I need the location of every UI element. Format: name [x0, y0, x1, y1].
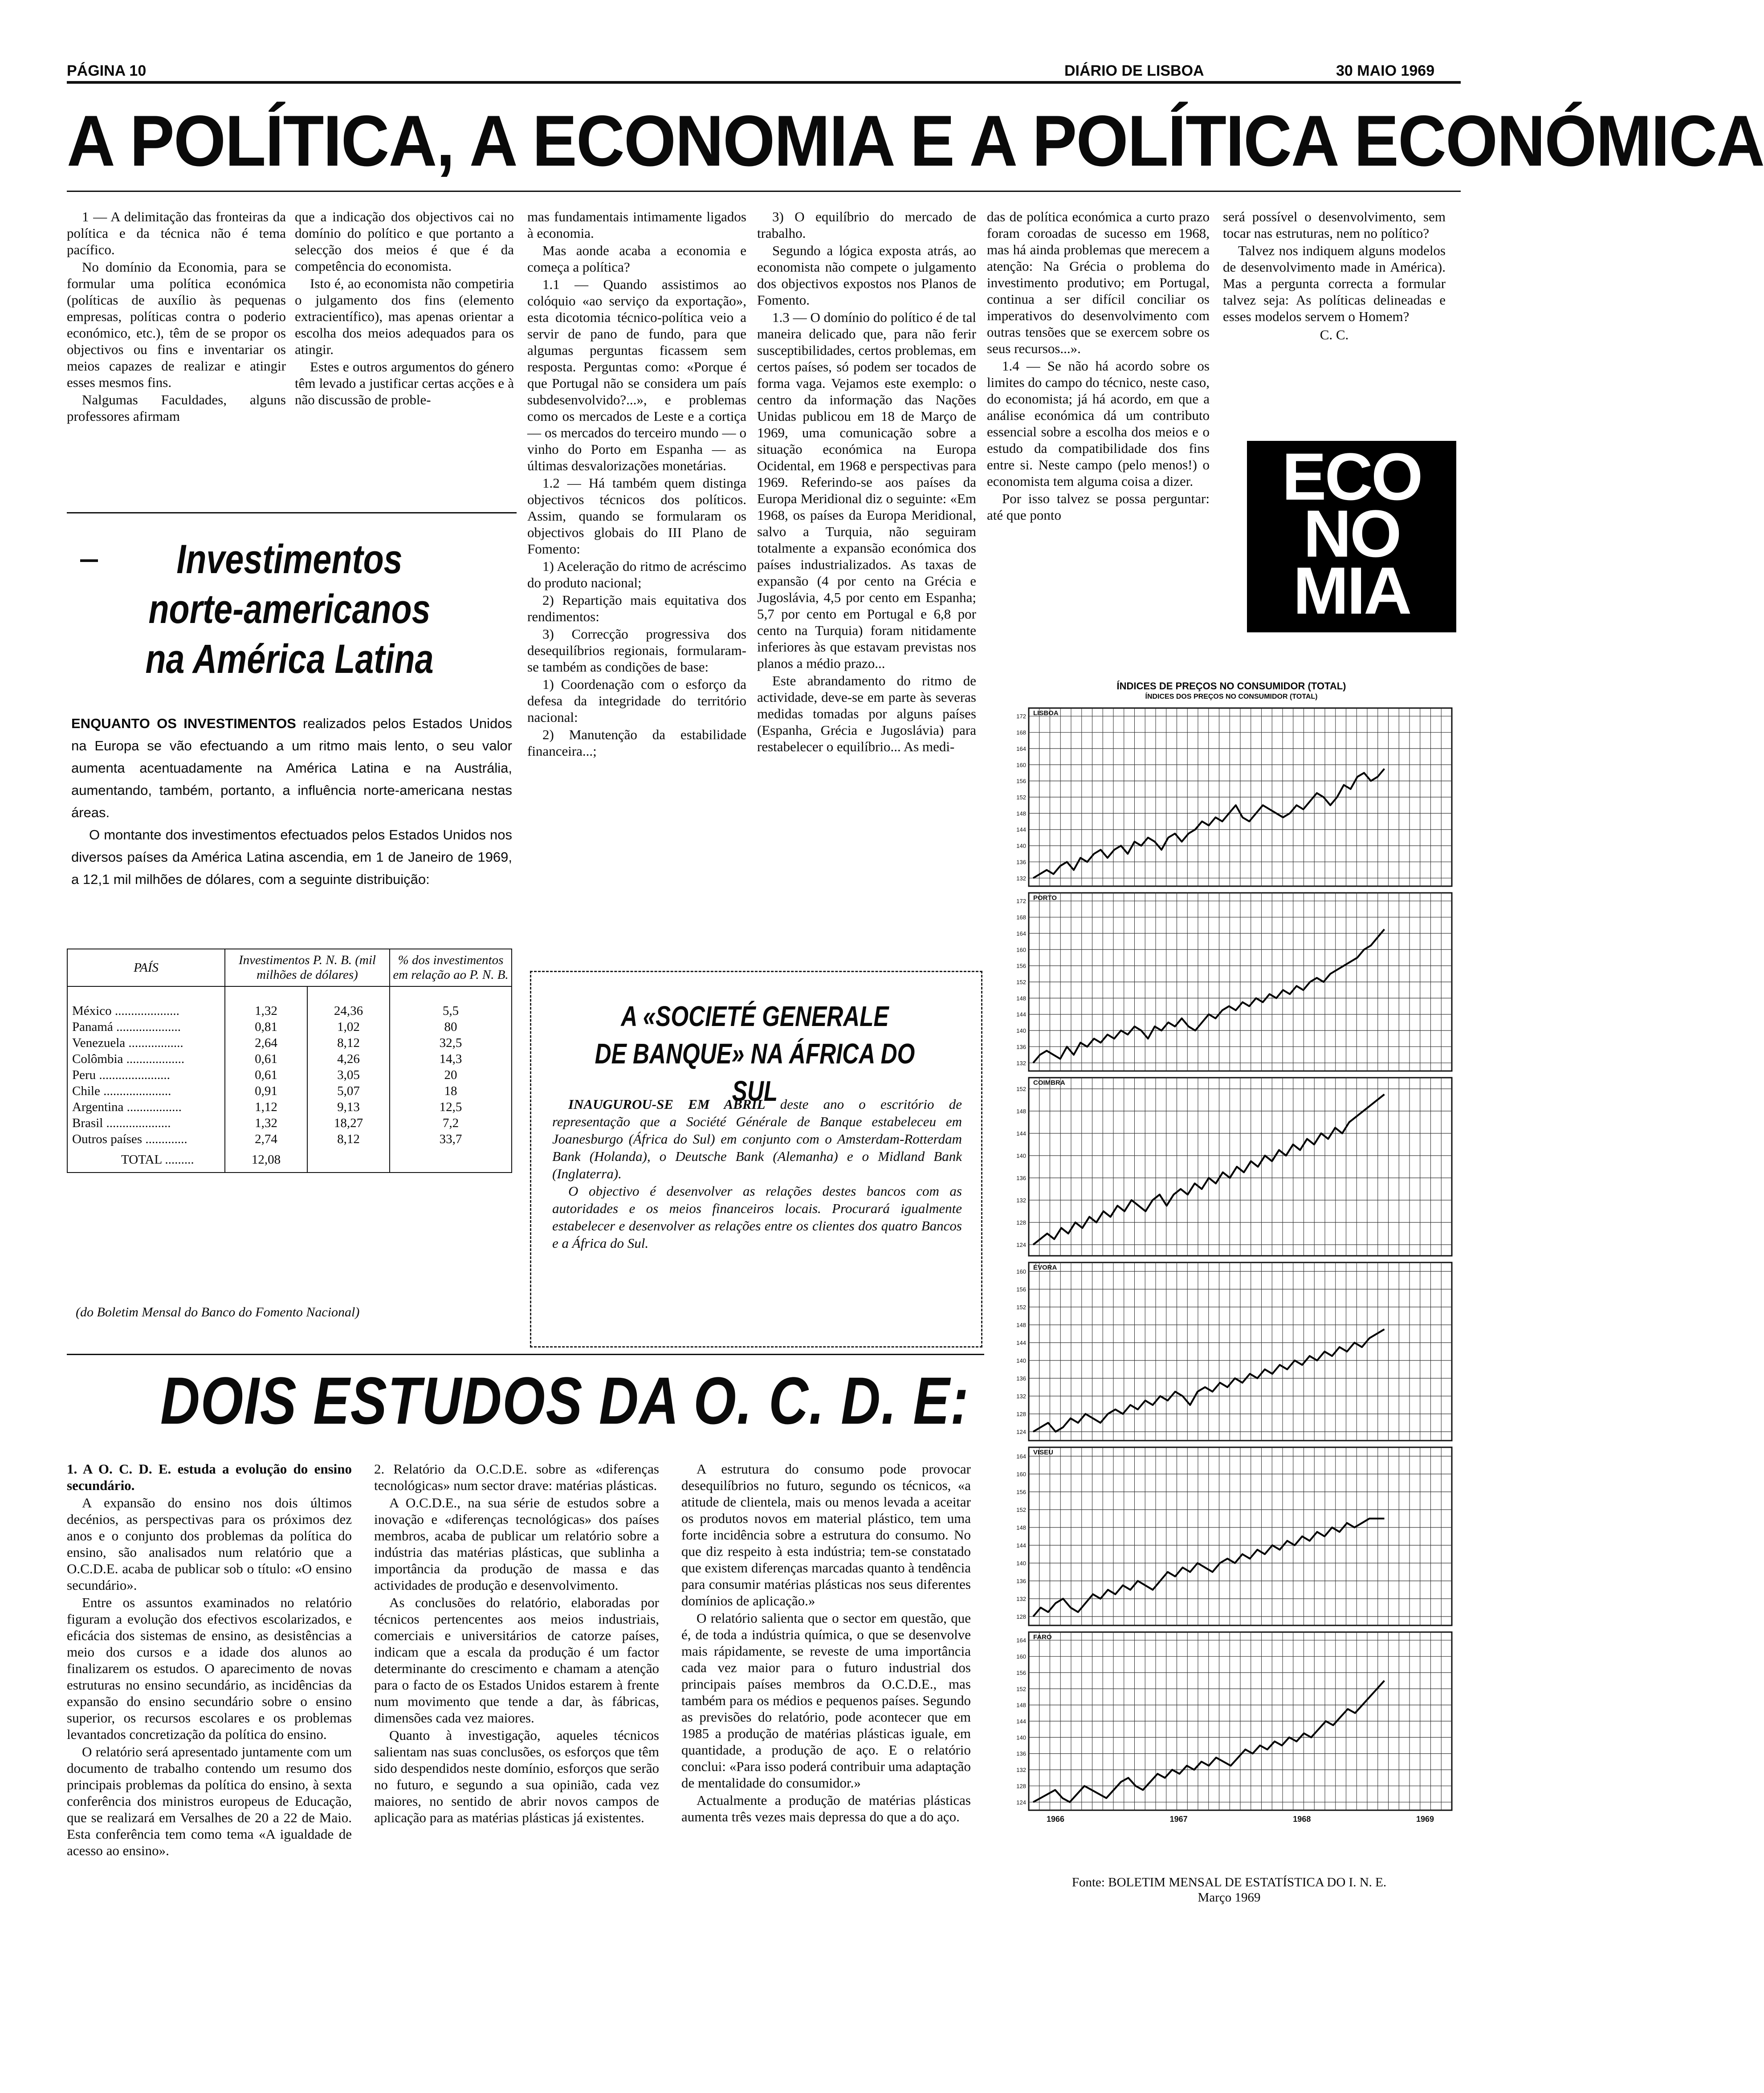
cell-country: Colômbia .................. — [67, 1051, 225, 1067]
y-tick-label: 152 — [1016, 1086, 1026, 1092]
paragraph: 3) Correcção progressiva dos desequilíbrios regionais, formularam-se também as condições de base: — [527, 626, 746, 675]
chart-title: ÍNDICES DE PREÇOS NO CONSUMIDOR (TOTAL) — [1116, 680, 1346, 692]
ocde-column-2 — [374, 1461, 659, 1827]
y-tick-label: 132 — [1016, 1767, 1026, 1774]
investments-title — [125, 534, 454, 684]
y-tick-label: 140 — [1016, 843, 1026, 850]
title-line: norte-americanos — [148, 586, 431, 632]
paragraph: 2) Repartição mais equitativa dos rendimentos: — [527, 592, 746, 624]
source-line: Fonte: BOLETIM MENSAL DE ESTATÍSTICA DO I. N. E. — [1071, 1875, 1387, 1889]
cell-value: 0,91 — [225, 1083, 307, 1099]
title-line: na América Latina — [145, 636, 434, 682]
cell-value: 33,7 — [390, 1131, 512, 1147]
paragraph: 2. Relatório da O.C.D.E. sobre as «diferenças tecnológicas» num sector drave: matérias plásticas. — [374, 1461, 659, 1493]
y-tick-label: 172 — [1016, 713, 1026, 720]
paragraph: mas fundamentais intimamente ligados à economia. — [527, 209, 746, 241]
paragraph: Quanto à investigação, aqueles técnicos salientam nas suas conclusões, os esforços que têm sido despendidos neste domínio, esforços que serão no futuro, e segundo a sua opinião, cada vez maiores, no sentido de abrir novos campos de aplicação para as matérias plásticas já existentes. — [374, 1727, 659, 1825]
cell-value: 7,2 — [390, 1115, 512, 1131]
cell-country: Venezuela ................. — [67, 1035, 225, 1051]
cell-value: 5,07 — [307, 1083, 390, 1099]
paragraph: 1) Aceleração do ritmo de acréscimo do produto nacional; — [527, 558, 746, 590]
total-label: TOTAL ......... — [67, 1147, 225, 1172]
paragraph: 1 — A delimitação das fronteiras da política e da técnica não é tema pacífico. — [67, 209, 286, 257]
cell-value: 1,12 — [225, 1099, 307, 1115]
y-tick-label: 132 — [1016, 1197, 1026, 1204]
badge-line: MIA — [1293, 553, 1410, 628]
title-line: Investimentos — [176, 537, 403, 582]
paragraph: será possível o desenvolvimento, sem tocar nas estruturas, nem no político? — [1223, 209, 1446, 241]
cell-country: Outros países ............. — [67, 1131, 225, 1147]
y-tick-label: 128 — [1016, 1783, 1026, 1790]
sgb-text-1: deste ano o escritório de representação que a Société Générale de Banque estabeleceu em Joanesburgo (África do Sul) em conjunto com o Amsterdam-Rotterdam Bank (Holanda), o Deutsche Bank (Alemanha) e o Midland Bank (Inglaterra). — [552, 1096, 962, 1181]
y-tick-label: 140 — [1016, 1152, 1026, 1159]
cell-value: 0,81 — [225, 1019, 307, 1035]
paragraph: O montante dos investimentos efectuados pelos Estados Unidos nos diversos países da América Latina ascendia, em 1 de Janeiro de 1969, a 12,1 mil milhões de dólares, com a seguinte distribuição: — [71, 827, 512, 887]
col-header-country: PAÍS — [67, 949, 225, 986]
cell-value: 32,5 — [390, 1035, 512, 1051]
paragraph: Entre os assuntos examinados no relatório figuram a evolução dos efectivos escolarizados, e eficácia dos sistemas de ensino, as desistências a meio dos cursos e a idade dos alunos ao finalizarem os estudos. O aparecimento de novas estruturas no ensino secundário, as incidências da expansão do ensino secundário sobre o ensino superior, os recursos escolares e os problemas levantados concretização da política do ensino. — [67, 1595, 352, 1742]
chart-subtitle: ÍNDICES DOS PREÇOS NO CONSUMIDOR (TOTAL) — [1145, 693, 1318, 700]
panel-label: LISBOA — [1033, 709, 1059, 717]
investments-lead — [71, 713, 512, 891]
y-tick-label: 160 — [1016, 1471, 1026, 1478]
y-tick-label: 148 — [1016, 1108, 1026, 1115]
table-row — [67, 1035, 512, 1051]
cell-value: 18 — [390, 1083, 512, 1099]
cell-value: 0,61 — [225, 1067, 307, 1083]
x-tick-label: 1967 — [1169, 1815, 1188, 1824]
cell-country: Brasil .................... — [67, 1115, 225, 1131]
chart-source — [993, 1875, 1465, 1905]
cell-value: 18,27 — [307, 1115, 390, 1131]
table-row — [67, 1115, 512, 1131]
paragraph: 2) Manutenção da estabilidade financeira...; — [527, 727, 746, 759]
y-tick-label: 124 — [1016, 1429, 1026, 1435]
lead-caps: ENQUANTO OS INVESTIMENTOS — [71, 716, 296, 731]
paragraph: 1.3 — O domínio do político é de tal maneira delicado que, para não ferir susceptibilidades, certos problemas, em certos países, só podem ser tocados de forma vaga. Vejamos este exemplo: o centro da informação das Nações Unidas publicou em 18 de Março de 1969, uma comunicação sobre a situação económica na Europa Ocidental, em 1968 e perspectivas para 1969. Referindo-se aos países da Europa Meridional diz o seguinte: «Em 1968, os países da Europa Meridional, salvo a Turquia, não seguiram totalmente a expansão económica dos países industrializados. As taxas de expansão (4 por cento na Grécia e Jugoslávia, 4,5 por cento em Espanha; 5,7 por cento em Portugal e 6,8 por cento na Turquia) foram nitidamente inferiores às que estavam previstas nos planos a médio prazo... — [757, 309, 976, 671]
paragraph: O relatório salienta que o sector em questão, que é, de toda a indústria química, o que se desenvolve mais rápidamente, se reveste de uma importância cada vez maior para o futuro industrial dos principais países membros da O.C.D.E., mas também para os médios e pequenos países. Segundo as previsões do relatório, pode acontecer que em 1985 a produção de matérias plásticas iguale, em quantidade, a produção de aço. E o relatório conclui: «Para isso poderá contribuir uma adaptação de mentalidade do consumidor.» — [681, 1610, 971, 1791]
cell-value: 2,64 — [225, 1035, 307, 1051]
paragraph: 1. A O. C. D. E. estuda a evolução do ensino secundário. — [67, 1461, 352, 1493]
cell-value: 20 — [390, 1067, 512, 1083]
table-row — [67, 1003, 512, 1019]
y-tick-label: 144 — [1016, 1011, 1026, 1018]
total-value: 12,08 — [225, 1147, 307, 1172]
sgb-lead: INAUGUROU-SE EM ABRIL — [568, 1096, 766, 1112]
cpi-chart — [1002, 704, 1461, 1857]
panel-label: VISEU — [1033, 1449, 1054, 1456]
panel-label: FARO — [1033, 1633, 1052, 1641]
paragraph: Talvez nos indiquem alguns modelos de desenvolvimento made in América). Mas a pergunta correcta a formular talvez seja: As políticas delineadas e esses modelos servem o Homem? — [1223, 243, 1446, 324]
paragraph: No domínio da Economia, para se formular uma política económica (políticas de auxílio às pequenas empresas, políticas contra o poderio económico, etc.), têm de se propor os objectivos ou fins e inventariar os meios capazes de realizar e atingir esses mesmos fins. — [67, 259, 286, 390]
headline-rule — [67, 191, 1461, 192]
table-row — [67, 1083, 512, 1099]
y-tick-label: 156 — [1016, 1286, 1026, 1293]
y-tick-label: 160 — [1016, 761, 1026, 769]
y-tick-label: 168 — [1016, 729, 1026, 736]
y-tick-label: 140 — [1016, 1357, 1026, 1364]
table-row — [67, 1067, 512, 1083]
article-column-1 — [67, 208, 286, 425]
y-tick-label: 132 — [1016, 1393, 1026, 1400]
paragraph: Mas aonde acaba a economia e começa a política? — [527, 243, 746, 275]
y-tick-label: 140 — [1016, 1734, 1026, 1741]
paragraph: que a indicação dos objectivos cai no domínio do político e que portanto a selecção dos meios é que é da competência do economista. — [295, 209, 514, 274]
article-column-2 — [295, 208, 514, 409]
cell-value: 4,26 — [307, 1051, 390, 1067]
cell-value: 8,12 — [307, 1035, 390, 1051]
y-tick-label: 140 — [1016, 1560, 1026, 1567]
y-tick-label: 152 — [1016, 1304, 1026, 1311]
paragraph: 1.2 — Há também quem distinga objectivos técnicos dos políticos. Assim, quando se formularam os objectivos globais do III Plano de Fomento: — [527, 475, 746, 557]
y-tick-label: 156 — [1016, 778, 1026, 785]
cell-value: 24,36 — [307, 1003, 390, 1019]
cell-value: 5,5 — [390, 1003, 512, 1019]
title-dash — [80, 559, 98, 562]
y-tick-label: 136 — [1016, 1750, 1026, 1757]
paragraph: A expansão do ensino nos dois últimos decénios, as perspectivas para os próximos dez anos e o conjunto dos problemas da política do ensino, são analisados num relatório que a O.C.D.E. acaba de publicar sob o título: «O ensino secundário». — [67, 1495, 352, 1593]
cell-value: 1,02 — [307, 1019, 390, 1035]
paragraph: 1.1 — Quando assistimos ao colóquio «ao serviço da exportação», esta dicotomia técnico-política veio a servir de pano de fundo, para que algumas perguntas ficassem sem resposta. Perguntas como: «Porque é que Portugal não se considera um país subdesenvolvido?...», e problemas como os mercados de Leste e a cortiça — os mercados do terceiro mundo — o vinho do Porto em Espanha — as últimas desvalorizações monetárias. — [527, 277, 746, 473]
title-line: A «SOCIETÉ GENERALE — [621, 1000, 889, 1032]
cell-value: 1,32 — [225, 1115, 307, 1131]
paragraph: Actualmente a produção de matérias plásticas aumenta três vezes mais depressa do que a do aço. — [681, 1792, 971, 1824]
y-tick-label: 148 — [1016, 810, 1026, 817]
panel-label: PORTO — [1033, 894, 1057, 902]
y-tick-label: 124 — [1016, 1799, 1026, 1806]
y-tick-label: 156 — [1016, 962, 1026, 969]
paragraph: O objectivo é desenvolver as relações destes bancos com as autoridades e os meios financeiros locais. Procurará igualmente estabelecer e desenvolver as relações entre os clientes dos quatro Bancos e a África do Sul. — [552, 1183, 962, 1251]
y-tick-label: 164 — [1016, 745, 1026, 752]
source-line: Março 1969 — [1198, 1890, 1261, 1905]
y-tick-label: 160 — [1016, 1268, 1026, 1275]
table-row — [67, 1051, 512, 1067]
cell-value: 14,3 — [390, 1051, 512, 1067]
y-tick-label: 152 — [1016, 1686, 1026, 1693]
y-tick-label: 164 — [1016, 1637, 1026, 1644]
cell-country: Peru ...................... — [67, 1067, 225, 1083]
cell-country: México .................... — [67, 1003, 225, 1019]
article-column-6 — [1223, 208, 1446, 344]
y-tick-label: 132 — [1016, 875, 1026, 882]
issue-date: 30 MAIO 1969 — [1336, 62, 1435, 79]
y-tick-label: 172 — [1016, 898, 1026, 905]
y-tick-label: 168 — [1016, 914, 1026, 921]
paragraph: A estrutura do consumo pode provocar desequilíbrios no futuro, segundo os técnicos, «a atitude de clientela, mais ou menos levada a aceitar os produtos novos em material plástico, tem uma forte incidência sobre a estrutura do consumo. No que diz respeito à esta indústria; tem-se constatado que existem diferenças marcadas quanto à tendência para consumir matérias plásticas nos seus diferentes domínios de aplicação.» — [681, 1461, 971, 1608]
article-column-4 — [757, 208, 976, 756]
y-tick-label: 148 — [1016, 1322, 1026, 1328]
y-tick-label: 164 — [1016, 930, 1026, 937]
y-tick-label: 148 — [1016, 1702, 1026, 1709]
table-total-row — [67, 1147, 512, 1172]
y-tick-label: 132 — [1016, 1596, 1026, 1602]
panel-label: ÉVORA — [1033, 1264, 1057, 1271]
y-tick-label: 160 — [1016, 1653, 1026, 1660]
y-tick-label: 144 — [1016, 1718, 1026, 1725]
cell-value: 80 — [390, 1019, 512, 1035]
sgb-title — [582, 998, 928, 1110]
ocde-column-3 — [681, 1461, 971, 1826]
table-source: (do Boletim Mensal do Banco do Fomento Nacional) — [76, 1305, 360, 1319]
signature: C. C. — [1320, 327, 1349, 342]
section-rule — [67, 1354, 984, 1355]
x-tick-label: 1966 — [1046, 1815, 1065, 1824]
table-row — [67, 1099, 512, 1115]
y-tick-label: 144 — [1016, 1542, 1026, 1549]
y-tick-label: 128 — [1016, 1613, 1026, 1620]
ocde-column-1 — [67, 1461, 352, 1860]
y-tick-label: 164 — [1016, 1453, 1026, 1460]
y-tick-label: 136 — [1016, 1043, 1026, 1051]
economia-badge — [1247, 441, 1456, 632]
investments-table-wrapper — [67, 949, 512, 1173]
paragraph: 3) O equilíbrio do mercado de trabalho. — [757, 209, 976, 241]
cell-country: Chile ..................... — [67, 1083, 225, 1099]
lead-text: realizados pelos Estados Unidos na Europa se vão efectuando a um ritmo mais lento, o seu valor aumenta acentuadamente na América Latina e na Austrália, aumentando, também, portanto, a influência norte-americana nestas áreas. — [71, 716, 512, 820]
y-tick-label: 128 — [1016, 1219, 1026, 1226]
title-line: DE BANQUE» NA ÁFRICA DO SUL — [595, 1038, 915, 1107]
badge-line: ECO — [1282, 439, 1422, 514]
paragraph: Estes e outros argumentos do género têm levado a justificar certas acções e à não discussão de proble- — [295, 359, 514, 407]
cell-value: 12,5 — [390, 1099, 512, 1115]
cell-value: 2,74 — [225, 1131, 307, 1147]
ocde-title: DOIS ESTUDOS DA O. C. D. E: — [160, 1363, 970, 1438]
paragraph: Segundo a lógica exposta atrás, ao economista não compete o julgamento dos objectivos expostos nos Planos de Fomento. — [757, 243, 976, 308]
paragraph: das de política económica a curto prazo foram coroadas de sucesso em 1968, mas há ainda problemas que merecem a atenção: Na Grécia o problema do investimento produtivo; em Portugal, continua a ser difícil conciliar os imperativos do desenvolvimento com outras tensões que se exercem sobre os seus recursos...». — [987, 209, 1210, 356]
y-tick-label: 148 — [1016, 1524, 1026, 1531]
paragraph: Por isso talvez se possa perguntar: até que ponto — [987, 491, 1210, 523]
y-tick-label: 144 — [1016, 1130, 1026, 1137]
y-tick-label: 148 — [1016, 995, 1026, 1002]
cell-value: 8,12 — [307, 1131, 390, 1147]
col-header-percent: % dos investimentos em relação ao P. N. B. — [390, 949, 512, 986]
y-tick-label: 152 — [1016, 794, 1026, 801]
table-row — [67, 1019, 512, 1035]
header-rule — [67, 81, 1461, 84]
y-tick-label: 136 — [1016, 1175, 1026, 1181]
y-tick-label: 136 — [1016, 859, 1026, 866]
x-tick-label: 1968 — [1293, 1815, 1311, 1824]
investments-table — [67, 949, 512, 1172]
page-number: PÁGINA 10 — [67, 62, 147, 79]
y-tick-label: 156 — [1016, 1669, 1026, 1676]
col-header-investments: Investimentos P. N. B. (mil milhões de dólares) — [225, 949, 390, 986]
table-row — [67, 1131, 512, 1147]
cell-value: 1,32 — [225, 1003, 307, 1019]
paragraph: Nalgumas Faculdades, alguns professores afirmam — [67, 392, 286, 424]
section-rule — [67, 512, 517, 513]
y-tick-label: 136 — [1016, 1375, 1026, 1382]
y-tick-label: 124 — [1016, 1242, 1026, 1248]
cell-country: Panamá .................... — [67, 1019, 225, 1035]
paragraph: As conclusões do relatório, elaboradas por técnicos pertencentes aos meios industriais, comerciais e universitários de catorze países, indicam que a escala da produção é um factor determinante do crescimento e chamam a atenção para o facto de os Estados Unidos estarem à frente num movimento que tende a dar, às fábricas, dimensões cada vez maiores. — [374, 1595, 659, 1726]
y-tick-label: 160 — [1016, 946, 1026, 953]
cell-value: 0,61 — [225, 1051, 307, 1067]
paragraph: O relatório será apresentado juntamente com um documento de trabalho contendo um resumo dos principais problemas da política do ensino, à sexta conferência dos ministros europeus de Educação, que se realizará em Versalhes de 20 a 22 de Maio. Esta conferência tem como tema «A igualdade de acesso ao ensino». — [67, 1744, 352, 1858]
y-tick-label: 140 — [1016, 1027, 1026, 1034]
panel-label: COIMBRA — [1033, 1079, 1065, 1087]
y-tick-label: 144 — [1016, 826, 1026, 833]
y-tick-label: 152 — [1016, 1507, 1026, 1513]
y-tick-label: 152 — [1016, 979, 1026, 985]
y-tick-label: 128 — [1016, 1411, 1026, 1417]
y-tick-label: 136 — [1016, 1578, 1026, 1584]
main-headline: A POLÍTICA, A ECONOMIA E A POLÍTICA ECONÓMICA — [67, 101, 1764, 181]
sgb-text — [552, 1095, 962, 1252]
paragraph: 1.4 — Se não há acordo sobre os limites do campo do técnico, neste caso, do economista; já há acordo, em que a análise económica dá um contributo essencial sobre a escolha dos meios e o estudo da compatibilidade dos fins entre si. Neste campo (pelo menos!) o economista tem alguma coisa a dizer. — [987, 358, 1210, 489]
y-tick-label: 144 — [1016, 1340, 1026, 1346]
newspaper-name: DIÁRIO DE LISBOA — [1064, 62, 1204, 79]
y-tick-label: 156 — [1016, 1489, 1026, 1495]
x-tick-label: 1969 — [1416, 1815, 1434, 1824]
paragraph: Este abrandamento do ritmo de actividade, deve-se em parte às severas medidas tomadas por alguns países (Espanha, Grécia e Jugoslávia) para restabelecer o equilíbrio... As medi- — [757, 673, 976, 754]
article-column-3 — [527, 208, 746, 760]
cell-value: 9,13 — [307, 1099, 390, 1115]
article-column-5 — [987, 208, 1210, 524]
cell-country: Argentina ................. — [67, 1099, 225, 1115]
badge-line: NO — [1303, 496, 1400, 571]
cell-value: 3,05 — [307, 1067, 390, 1083]
paragraph: Isto é, ao economista não competiria o julgamento dos fins (elemento extracientífico), mas apenas orientar a escolha dos meios adequados para os atingir. — [295, 276, 514, 357]
y-tick-label: 132 — [1016, 1059, 1026, 1067]
paragraph: 1) Coordenação com o esforço da defesa da integridade do território nacional: — [527, 676, 746, 725]
paragraph: A O.C.D.E., na sua série de estudos sobre a inovação e «diferenças tecnológicas» dos países membros, acaba de publicar um relatório sobre a indústria das matérias plásticas, que sublinha a importância da produção de massa e das actividades de produção e desenvolvimento. — [374, 1495, 659, 1593]
